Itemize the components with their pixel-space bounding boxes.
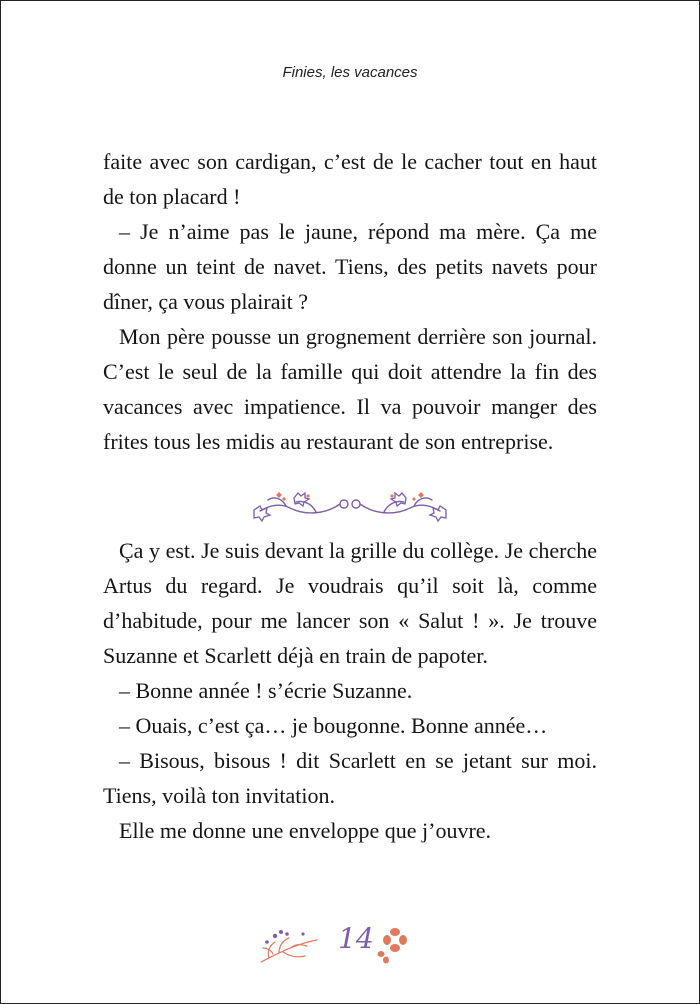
paragraph: – Bonne année ! s’écrie Suzanne. bbox=[119, 678, 413, 703]
page-number: 14 bbox=[338, 922, 374, 955]
paragraph: Elle me donne une enveloppe que j’ouvre. bbox=[119, 818, 492, 843]
text-block-1 bbox=[103, 144, 597, 459]
holly-vine-ornament-icon bbox=[246, 484, 454, 524]
berry-branch-icon bbox=[261, 930, 317, 962]
paragraph: – Bisous, bisous ! dit Scarlett en se jetant sur moi. Tiens, voilà ton invitation. bbox=[103, 748, 597, 808]
paragraph: Ça y est. Je suis devant la grille du collège. Je cherche Artus du regard. Je voudrais qu’il soit là, comme d’habitude, pour me lancer son « Salut ! ». Je trouve Suzanne et Scarlett déjà en train de papoter. bbox=[103, 538, 597, 668]
flower-icon bbox=[378, 928, 408, 964]
text-block-2 bbox=[103, 533, 597, 848]
paragraph: Mon père pousse un grognement derrière son journal. C’est le seul de la famille qui doit attendre la fin des vacances avec impatience. Il va pouvoir manger des frites tous les midis au restaurant de son entreprise. bbox=[103, 324, 597, 454]
paragraph: – Ouais, c’est ça… je bougonne. Bonne année… bbox=[119, 713, 548, 738]
paragraph: faite avec son cardigan, c’est de le cacher tout en haut de ton placard ! bbox=[103, 149, 597, 209]
folio-ornament bbox=[255, 918, 415, 968]
paragraph: – Je n’aime pas le jaune, répond ma mère. Ça me donne un teint de navet. Tiens, des petits navets pour dîner, ça vous plairait ? bbox=[103, 219, 597, 314]
running-header: Finies, les vacances bbox=[282, 64, 418, 81]
